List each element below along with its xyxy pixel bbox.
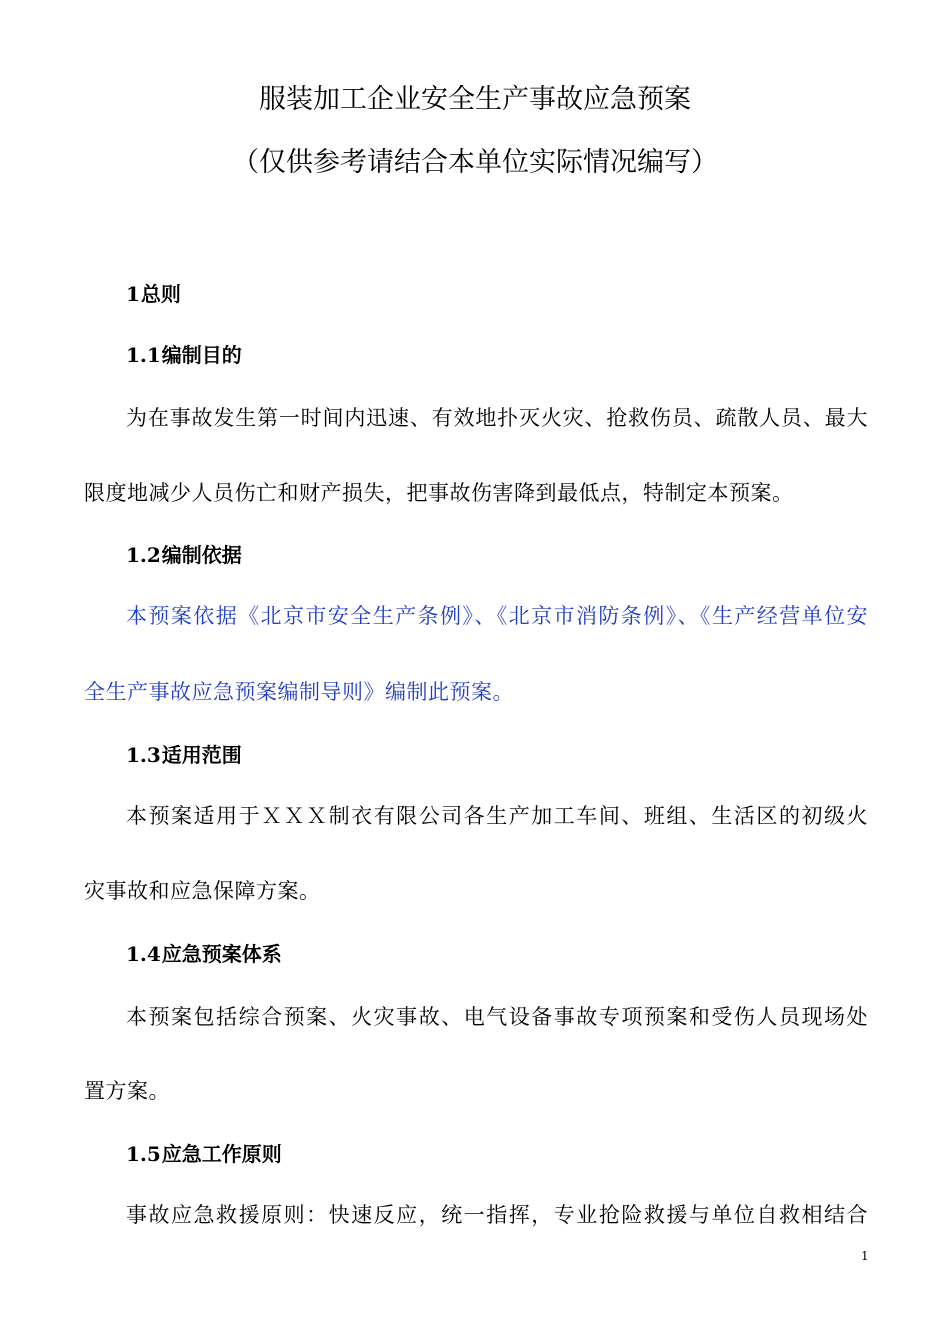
paragraph-line: 本预案适用于ＸＸＸ制衣有限公司各生产加工车间、班组、生活区的初级火 [126, 804, 868, 828]
paragraph-line: 事故应急救援原则：快速反应，统一指挥，专业抢险救援与单位自救相结合 [126, 1203, 868, 1227]
paragraph-line: 置方案。 [84, 1079, 170, 1103]
section-heading-1-3 [126, 740, 242, 770]
document-title: 服装加工企业安全生产事故应急预案 [259, 84, 691, 115]
section-number: 1.4 [126, 942, 161, 966]
section-heading-1-1 [126, 340, 242, 370]
section-number: 1.2 [126, 543, 161, 567]
section-number: 1 [126, 282, 140, 306]
section-number: 1.5 [126, 1142, 161, 1166]
paragraph-line: 灾事故和应急保障方案。 [84, 879, 321, 903]
section-title: 编制依据 [161, 543, 242, 567]
section-number: 1.1 [126, 343, 161, 367]
section-number: 1.3 [126, 743, 161, 767]
section-heading-1 [126, 279, 181, 309]
section-title: 应急工作原则 [161, 1142, 282, 1166]
paragraph-line: 限度地减少人员伤亡和财产损失，把事故伤害降到最低点，特制定本预案。 [84, 481, 794, 505]
paragraph-line: 全生产事故应急预案编制导则》编制此预案。 [84, 680, 514, 704]
section-title: 适用范围 [161, 743, 242, 767]
paragraph-line: 本预案包括综合预案、火灾事故、电气设备事故专项预案和受伤人员现场处 [126, 1005, 868, 1029]
section-heading-1-2 [126, 540, 242, 570]
section-title: 应急预案体系 [161, 942, 282, 966]
paragraph-line: 为在事故发生第一时间内迅速、有效地扑灭火灾、抢救伤员、疏散人员、最大 [126, 406, 868, 430]
section-heading-1-5 [126, 1139, 282, 1169]
page-number: 1 [861, 1249, 869, 1263]
paragraph-line: 本预案依据《北京市安全生产条例》、《北京市消防条例》、《生产经营单位安 [126, 604, 868, 628]
section-title: 编制目的 [161, 343, 242, 367]
section-heading-1-4 [126, 939, 282, 969]
document-subtitle: （仅供参考请结合本单位实际情况编写） [232, 147, 718, 178]
section-title: 总则 [140, 282, 181, 306]
